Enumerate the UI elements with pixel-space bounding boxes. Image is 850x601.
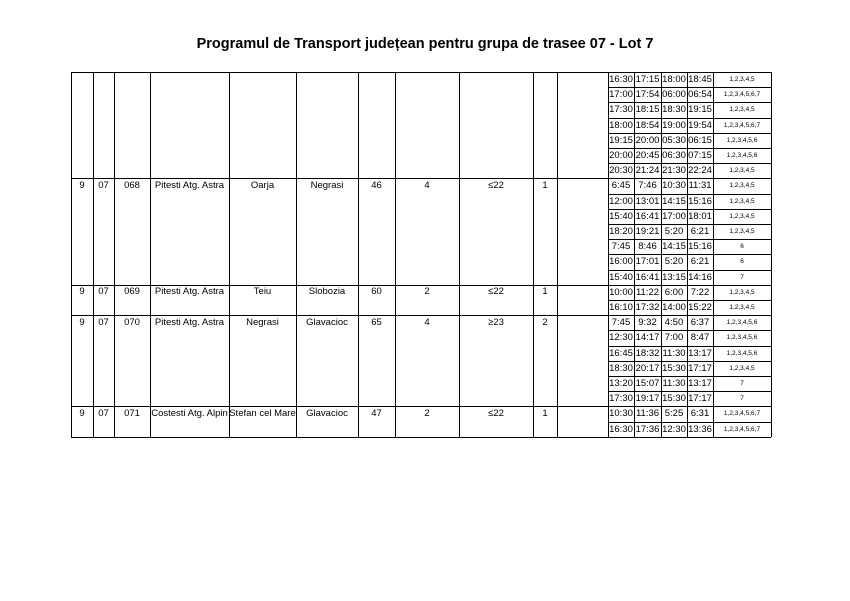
schedule-time: 15:16 <box>688 241 712 253</box>
schedule-days: 1,2,3,4,5 <box>729 76 755 83</box>
schedule-days: 7 <box>740 395 744 403</box>
route-capacity: ≤22 <box>488 180 504 191</box>
schedule-time: 07:15 <box>688 150 712 161</box>
schedule-days: 1,2,3,4,5,6 <box>726 136 758 144</box>
route-vehicles: 2 <box>542 316 548 328</box>
schedule-time: 7:45 <box>611 241 631 253</box>
schedule-time: 19:15 <box>609 134 633 146</box>
schedule-time: 20:00 <box>609 150 633 161</box>
schedule-time: 21:24 <box>635 165 660 177</box>
schedule-time: 16:45 <box>609 347 633 359</box>
schedule-time: 12:30 <box>662 423 686 435</box>
schedule-days: 6 <box>740 243 744 251</box>
schedule-time: 06:00 <box>662 89 686 101</box>
schedule-days: 1,2,3,4,5 <box>729 212 755 220</box>
schedule-days: 7 <box>740 380 744 387</box>
route-county: 9 <box>79 408 85 419</box>
schedule-time: 13:36 <box>688 423 712 435</box>
schedule-days: 7 <box>740 273 744 281</box>
route-group: 07 <box>98 180 109 191</box>
schedule-time: 5:20 <box>664 256 684 268</box>
schedule-days: 1,2,3,4,5,6 <box>726 319 758 327</box>
route-end: Negrasi <box>310 180 344 191</box>
schedule-time: 17:36 <box>635 423 660 435</box>
grid-line <box>93 72 94 437</box>
grid-line <box>229 72 230 437</box>
route-vehicles: 1 <box>542 408 548 419</box>
route-vehicles: 1 <box>542 180 548 191</box>
schedule-time: 8:47 <box>690 332 710 344</box>
schedule-time: 13:20 <box>609 378 633 389</box>
schedule-time: 15:40 <box>609 210 633 222</box>
schedule-time: 17:17 <box>688 362 712 374</box>
route-trips: 2 <box>424 286 430 298</box>
schedule-time: 19:54 <box>688 119 712 131</box>
route-capacity: ≥23 <box>488 316 504 328</box>
grid-line <box>557 72 558 437</box>
schedule-time: 15:30 <box>662 362 686 374</box>
schedule-time: 6:21 <box>690 256 710 268</box>
schedule-days: 1,2,3,4,5,6 <box>726 349 758 357</box>
schedule-time: 20:30 <box>609 165 633 177</box>
schedule-time: 16:41 <box>635 271 660 283</box>
schedule-time: 15:07 <box>635 378 660 389</box>
route-code: 070 <box>124 316 140 328</box>
schedule-time: 05:30 <box>662 134 686 146</box>
grid-line <box>533 72 534 437</box>
schedule-time: 14:15 <box>662 195 686 207</box>
schedule-days: 1,2,3,4,5,6,7 <box>723 410 761 418</box>
schedule-days: 1,2,3,4,5,6 <box>726 152 758 159</box>
schedule-time: 5:20 <box>664 226 684 237</box>
schedule-time: 11:22 <box>635 286 660 298</box>
route-via: Stefan cel Mare <box>229 408 296 419</box>
schedule-days: 1,2,3,4,5 <box>729 197 755 205</box>
schedule-days: 1,2,3,4,5,6,7 <box>723 121 761 129</box>
schedule-time: 11:31 <box>688 180 712 192</box>
schedule-time: 17:54 <box>635 89 660 101</box>
route-county: 9 <box>79 286 85 298</box>
schedule-days: 1,2,3,4,5 <box>729 182 755 190</box>
schedule-time: 06:15 <box>688 134 712 146</box>
grid-line <box>114 72 115 437</box>
schedule-time: 18:54 <box>635 119 660 131</box>
schedule-time: 20:17 <box>635 362 660 374</box>
schedule-days: 1,2,3,4,5 <box>729 106 755 114</box>
schedule-time: 7:22 <box>690 286 710 298</box>
schedule-time: 13:15 <box>662 271 686 283</box>
schedule-time: 22:24 <box>688 165 712 177</box>
route-trips: 2 <box>424 408 430 419</box>
route-trips: 4 <box>424 180 430 191</box>
schedule-days: 1,2,3,4,5,6,7 <box>723 425 761 433</box>
route-start: Pitesti Atg. Astra <box>154 180 225 191</box>
schedule-days: 1,2,3,4,5,6 <box>726 334 758 342</box>
schedule-time: 14:17 <box>635 332 660 344</box>
schedule-time: 11:30 <box>662 347 686 359</box>
schedule-time: 18:01 <box>688 210 712 222</box>
schedule-time: 7:00 <box>664 332 684 344</box>
schedule-time: 16:30 <box>609 423 633 435</box>
schedule-time: 19:17 <box>635 393 660 405</box>
route-start: Pitesti Atg. Astra <box>154 286 225 298</box>
schedule-time: 6:37 <box>690 317 710 329</box>
schedule-time: 11:30 <box>662 378 686 389</box>
schedule-time: 6:31 <box>690 408 710 420</box>
grid-line <box>358 72 359 437</box>
schedule-time: 10:30 <box>609 408 633 420</box>
route-end: Slobozia <box>308 286 346 298</box>
schedule-time: 15:22 <box>688 302 712 313</box>
schedule-time: 14:00 <box>662 302 686 313</box>
schedule-time: 7:46 <box>638 180 657 192</box>
route-county: 9 <box>79 316 85 328</box>
schedule-time: 19:00 <box>662 119 686 131</box>
schedule-time: 18:30 <box>609 362 633 374</box>
schedule-time: 8:46 <box>638 241 657 253</box>
grid-line <box>395 72 396 437</box>
grid-line <box>71 72 72 437</box>
schedule-time: 19:15 <box>688 104 712 116</box>
schedule-time: 16:10 <box>609 302 633 313</box>
route-capacity: ≤22 <box>488 408 504 419</box>
schedule-time: 5:25 <box>664 408 684 420</box>
schedule-time: 06:30 <box>662 150 686 161</box>
schedule-time: 10:30 <box>662 180 686 192</box>
schedule-days: 6 <box>740 258 744 266</box>
route-capacity: ≤22 <box>488 286 504 298</box>
route-code: 071 <box>124 408 140 419</box>
route-start: Pitesti Atg. Astra <box>154 316 225 328</box>
schedule-time: 17:30 <box>609 393 633 405</box>
schedule-time: 06:54 <box>688 89 712 101</box>
schedule-time: 14:15 <box>662 241 686 253</box>
grid-line <box>608 437 771 438</box>
schedule-days: 1,2,3,4,5 <box>729 288 755 296</box>
route-start: Costesti Atg. Alpin <box>151 408 228 419</box>
schedule-days: 1,2,3,4,5 <box>729 167 755 175</box>
schedule-time: 9:32 <box>638 317 657 329</box>
schedule-time: 20:45 <box>635 150 660 161</box>
schedule-time: 6:00 <box>664 286 684 298</box>
schedule-time: 18:00 <box>609 119 633 131</box>
schedule-time: 21:30 <box>662 165 686 177</box>
schedule-days: 1,2,3,4,5 <box>729 364 755 372</box>
route-trips: 4 <box>424 316 430 328</box>
schedule-time: 18:30 <box>662 104 686 116</box>
route-km: 47 <box>371 408 382 419</box>
schedule-time: 17:30 <box>609 104 633 116</box>
grid-line <box>771 72 772 437</box>
schedule-time: 15:16 <box>688 195 712 207</box>
route-end: Glavacioc <box>306 408 348 419</box>
route-via: Teiu <box>253 286 272 298</box>
schedule-time: 18:15 <box>635 104 660 116</box>
page-title: Programul de Transport județean pentru grupa de trasee 07 - Lot 7 <box>196 36 654 52</box>
route-group: 07 <box>98 316 109 328</box>
schedule-time: 17:17 <box>688 393 712 405</box>
grid-line <box>71 72 608 73</box>
grid-line <box>296 72 297 437</box>
schedule-time: 20:00 <box>635 134 660 146</box>
schedule-days: 1,2,3,4,5,6,7 <box>723 91 761 99</box>
route-km: 46 <box>371 180 382 191</box>
schedule-time: 17:32 <box>635 302 660 313</box>
schedule-time: 16:41 <box>635 210 660 222</box>
route-via: Negrasi <box>246 316 279 328</box>
schedule-time: 17:00 <box>662 210 686 222</box>
schedule-time: 13:17 <box>688 347 712 359</box>
route-end: Glavacioc <box>306 316 348 328</box>
schedule-time: 18:20 <box>609 226 633 237</box>
schedule-time: 6:45 <box>611 180 631 192</box>
schedule-time: 13:01 <box>635 195 660 207</box>
route-group: 07 <box>98 286 109 298</box>
schedule-days: 1,2,3,4,5 <box>729 228 755 235</box>
schedule-time: 18:45 <box>688 74 712 85</box>
schedule-time: 17:01 <box>635 256 660 268</box>
route-km: 65 <box>371 316 382 328</box>
schedule-time: 13:17 <box>688 378 712 389</box>
route-code: 069 <box>124 286 140 298</box>
schedule-time: 18:32 <box>635 347 660 359</box>
schedule-time: 12:30 <box>609 332 633 344</box>
schedule-time: 4:50 <box>664 317 684 329</box>
schedule-time: 6:21 <box>690 226 710 237</box>
schedule-time: 16:30 <box>609 74 633 85</box>
schedule-time: 15:40 <box>609 271 633 283</box>
route-vehicles: 1 <box>542 286 548 298</box>
grid-line <box>459 72 460 437</box>
schedule-time: 19:21 <box>635 226 660 237</box>
schedule-days: 1,2,3,4,5 <box>729 304 755 311</box>
route-county: 9 <box>79 180 85 191</box>
schedule-time: 15:30 <box>662 393 686 405</box>
schedule-time: 10:00 <box>609 286 633 298</box>
schedule-time: 18:00 <box>662 74 686 85</box>
route-km: 60 <box>371 286 382 298</box>
schedule-time: 12:00 <box>609 195 633 207</box>
route-via: Oarja <box>250 180 275 191</box>
schedule-time: 17:15 <box>635 74 660 85</box>
route-code: 068 <box>124 180 140 191</box>
route-group: 07 <box>98 408 109 419</box>
schedule-time: 14:16 <box>688 271 712 283</box>
schedule-time: 11:36 <box>635 408 660 420</box>
schedule-time: 17:00 <box>609 89 633 101</box>
schedule-time: 16:00 <box>609 256 633 268</box>
grid-line <box>150 72 151 437</box>
schedule-time: 7:45 <box>611 317 631 329</box>
